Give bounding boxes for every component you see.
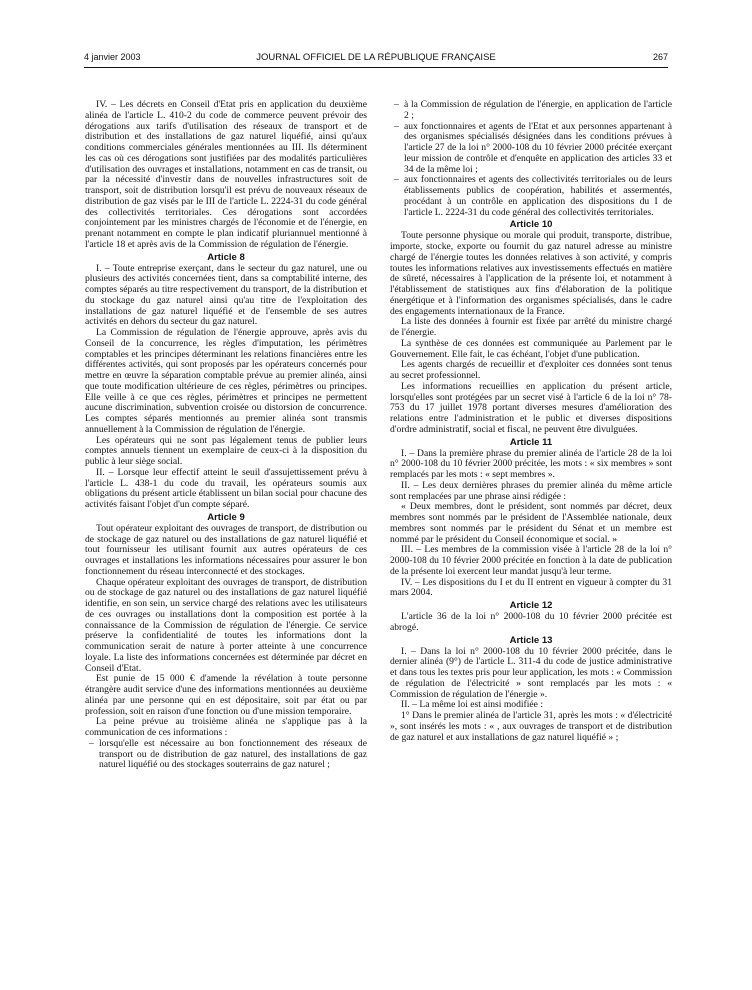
paragraph: II. – Lorsque leur effectif atteint le seuil d'assujettissement prévu à l'article L. 438-1 du code du travail, les opérateurs soumis aux obligations du présent article établissent un bilan social pour chacune des activités faisant l'objet d'un compte séparé. (85, 466, 367, 510)
dash-list (390, 100, 672, 218)
page-number: 267 (652, 52, 668, 62)
list-item: – aux fonctionnaires et agents de l'Etat et aux personnes appartenant à des organismes spécialisés désignées dans les conditions prévues à l'article 27 de la loi n° 2000-108 du 10 février 2000 précitée exerçant leur mission de contrôle et d'enquête en application des articles 33 et 34 de la même loi ; (390, 122, 672, 176)
article-heading: Article 11 (509, 436, 553, 448)
paragraph: Les informations recueillies en application du présent article, lorsqu'elles sont protégées par un secret visé à l'article 6 de la loi n° 78-753 du 17 juillet 1978 portant diverses mesures d'amélioration des relations entre l'administration et le public et diverses dispositions d'ordre administratif, social et fiscal, ne peuvent être divulguées. (390, 380, 672, 435)
paragraph: Les opérateurs qui ne sont pas légalement tenus de publier leurs comptes annuels tiennent un exemplaire de ceux-ci à la disposition du public à leur siège social. (85, 434, 367, 467)
article-heading: Article 10 (509, 219, 553, 231)
list-item: – lorsqu'elle est nécessaire au bon fonctionnement des réseaux de transport ou de distribution de gaz naturel, des installations de gaz naturel liquéfié ou des stockages souterrains de gaz naturel ; (85, 739, 367, 771)
paragraph: Toute personne physique ou morale qui produit, transporte, distribue, importe, stocke, exporte ou fournit du gaz naturel adresse au ministre chargé de l'énergie toutes les données relatives à son activité, y compris toutes les informations relatives aux investissements effectués en matière de sûreté, nécessaires à l'application de la présente loi, et notamment à l'établissement de statistiques aux fins d'élaboration de la politique énergétique et à l'information des organismes spécialisés, dans le cadre des engagements internationaux de la France. (390, 230, 672, 317)
paragraph: L'article 36 de la loi n° 2000-108 du 10 février 2000 précitée est abrogé. (390, 611, 672, 633)
paragraph: Chaque opérateur exploitant des ouvrages de transport, de distribution ou de stockage de gaz naturel ou des installations de gaz naturel liquéfié identifie, en son sein, un service chargé des relations avec les utilisateurs de ces ouvrages ou installations dont la composition est portée à la connaissance de la Commission de régulation de l'énergie. Ce service préserve la confidentialité de toutes les informations dont la communication serait de nature à porter atteinte à une concurrence loyale. La liste des informations concernées est déterminée par décret en Conseil d'Etat. (85, 576, 367, 674)
paragraph: « Deux membres, dont le président, sont nommés par décret, deux membres sont nommés par le président de l'Assemblée nationale, deux membres sont nommés par le président du Sénat et un membre est nommé par le président du Conseil économique et social. » (390, 501, 672, 545)
page-header (84, 52, 668, 66)
paragraph: IV. – Les dispositions du I et du II entrent en vigueur à compter du 31 mars 2004. (390, 576, 672, 599)
paragraph: Tout opérateur exploitant des ouvrages de transport, de distribution ou de stockage de gaz naturel ou des installations de gaz naturel liquéfié et tout fournisseur les utilisant fournit aux autres opérateurs de ces ouvrages et installations les informations nécessaires pour assurer le bon fonctionnement du réseau interconnecté et des stockages. (85, 522, 367, 577)
paragraph: La liste des données à fournir est fixée par arrêté du ministre chargé de l'énergie. (390, 316, 672, 338)
paragraph: Est punie de 15 000 € d'amende la révélation à toute personne étrangère audit service d'une des informations mentionnées au deuxième alinéa par une personne qui en est dépositaire, soit par état ou par profession, soit en raison d'une fonction ou d'une mission temporaire. (85, 673, 367, 717)
paragraph: La synthèse de ces données est communiquée au Parlement par le Gouvernement. Elle fait, le cas échéant, l'objet d'une publication. (390, 337, 672, 360)
article-heading: Article 8 (207, 251, 245, 263)
left-column (85, 100, 367, 771)
list-item: – à la Commission de régulation de l'énergie, en application de l'article 2 ; (390, 100, 672, 122)
issue-date: 4 janvier 2003 (84, 52, 141, 62)
paragraph: II. – La même loi est ainsi modifiée : (401, 699, 543, 711)
paragraph: II. – Les deux dernières phrases du premier alinéa du même article sont remplacées par une phrase ainsi rédigée : (390, 479, 672, 502)
dash-list (85, 739, 367, 771)
paragraph: I. – Toute entreprise exerçant, dans le secteur du gaz naturel, une ou plusieurs des activités concernées tient, dans sa comptabilité interne, des comptes séparés au titre respectivement du transport, de la distribution et du stockage du gaz naturel ainsi qu'au titre de l'exploitation des installations de gaz naturel liquéfié et de l'ensemble de ses autres activités en dehors du secteur du gaz naturel. (85, 262, 367, 328)
list-item: – aux fonctionnaires et agents des collectivités territoriales ou de leurs établissements publics de coopération, habilités et assermentés, procédant à un contrôle en application des dispositions du I de l'article L. 2224-31 du code général des collectivités territoriales. (390, 175, 672, 218)
paragraph: 1° Dans le premier alinéa de l'article 31, après les mots : « d'électricité », sont insérés les mots : « , aux ouvrages de transport et de distribution de gaz naturel et aux installations de gaz naturel liquéfié » ; (390, 710, 672, 743)
article-heading: Article 12 (509, 600, 553, 611)
paragraph: La peine prévue au troisième alinéa ne s'applique pas à la communication de ces informations : (85, 716, 367, 738)
right-column (390, 100, 672, 743)
paragraph: Les agents chargés de recueillir et d'exploiter ces données sont tenus au secret professionnel. (390, 359, 672, 381)
paragraph: III. – Les membres de la commission visée à l'article 28 de la loi n° 2000-108 du 10 février 2000 précitée en fonction à la date de publication de la présente loi exercent leur mandat jusqu'à leur terme. (390, 544, 672, 577)
paragraph: IV. – Les décrets en Conseil d'Etat pris en application du deuxième alinéa de l'article L. 410-2 du code de commerce peuvent prévoir des dérogations aux tarifs d'utilisation des réseaux de transport et de distribution et des installations de gaz naturel liquéfié, ainsi qu'aux conditions commerciales générales mentionnées au III. Ils déterminent les cas où ces dérogations sont justifiées par des modalités particulières d'utilisation des ouvrages et installations, notamment en cas de transit, ou par la nécessité d'investir dans de nouvelles infrastructures soit de transport, soit de distribution lorsqu'il est prévu de nouveaux réseaux de distribution de gaz visés par le III de l'article L. 2224-31 du code général des collectivités territoriales. Ces dérogations sont accordées conjointement par les ministres chargés de l'économie et de l'énergie, en prenant notamment en compte le plan indicatif pluriannuel mentionné à l'article 18 et après avis de la Commission de régulation de l'énergie. (85, 99, 367, 250)
paragraph: La Commission de régulation de l'énergie approuve, après avis du Conseil de la concurrence, les règles d'imputation, les périmètres comptables et les principes déterminant les relations financières entre les différentes activités, qui sont proposés par les opérateurs concernés pour mettre en œuvre la séparation comptable prévue au premier alinéa, ainsi que toute modification ultérieure de ces règles, périmètres ou principes. Elle veille à ce que ces règles, périmètres et principes ne permettent aucune discrimination, subvention croisée ou distorsion de concurrence. Les comptes séparés mentionnés au premier alinéa sont transmis annuellement à la Commission de régulation de l'énergie. (85, 327, 367, 435)
paragraph: I. – Dans la première phrase du premier alinéa de l'article 28 de la loi n° 2000-108 du 10 février 2000 précitée, les mots : « six membres » sont remplacés par les mots : « sept membres ». (390, 447, 672, 480)
paragraph: I. – Dans la loi n° 2000-108 du 10 février 2000 précitée, dans le dernier alinéa (9°) de l'article L. 311-4 du code de justice administrative et dans tous les textes pris pour leur application, les mots : « Commission de régulation de l'électricité » sont remplacés par les mots : « Commission de régulation de l'énergie ». (390, 645, 672, 700)
header-rule (84, 67, 668, 68)
article-heading: Article 13 (509, 634, 553, 646)
article-heading: Article 9 (207, 511, 245, 523)
journal-title: JOURNAL OFFICIEL DE LA RÉPUBLIQUE FRANÇAISE (256, 52, 496, 63)
